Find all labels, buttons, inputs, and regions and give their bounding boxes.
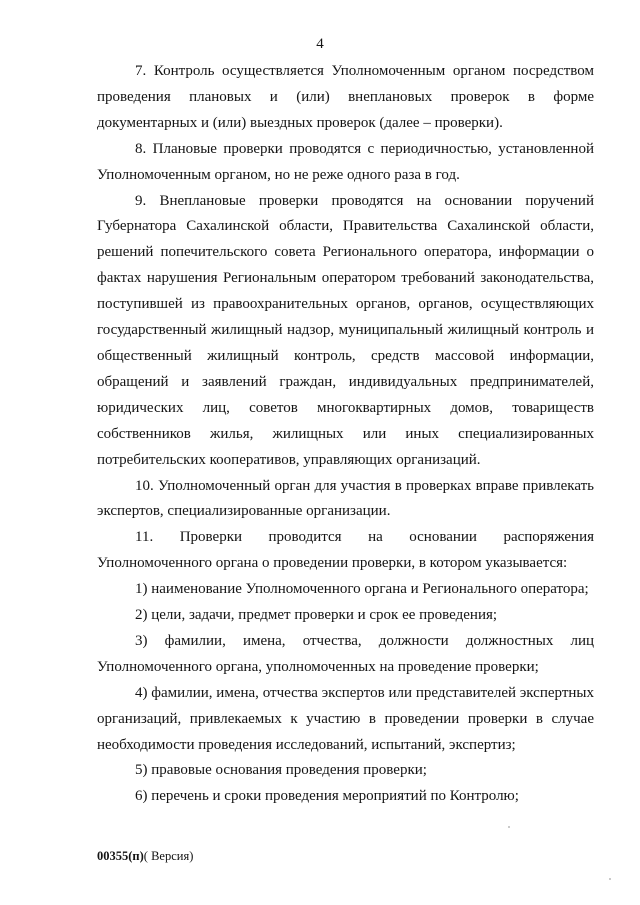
document-body <box>97 59 594 810</box>
document-code: 00355(п) <box>97 849 144 863</box>
scan-speck <box>508 826 510 828</box>
list-item-4: 4) фамилии, имена, отчества экспертов или представителей экспертных организаций, привлекаемых к участию в проведении проверки в случае необходимости проведения исследований, испытаний, экспертиз; <box>97 684 594 753</box>
paragraph-8: 8. Плановые проверки проводятся с периодичностью, установленной Уполномоченным органом, но не реже одного раза в год. <box>97 140 594 183</box>
scan-speck <box>609 878 611 880</box>
paragraph-11: 11. Проверки проводится на основании распоряжения Уполномоченного органа о проведении проверки, в котором указывается: <box>97 529 594 572</box>
list-item-2: 2) цели, задачи, предмет проверки и срок ее проведения; <box>135 607 498 624</box>
document-footer <box>97 849 193 864</box>
list-item-5: 5) правовые основания проведения проверки; <box>135 762 427 779</box>
paragraph-7: 7. Контроль осуществляется Уполномоченным органом посредством проведения плановых и (или) внеплановых проверок в форме документарных и (или) выездных проверок (далее – проверки). <box>97 63 594 131</box>
paragraph-10: 10. Уполномоченный орган для участия в проверках вправе привлекать экспертов, специализированные организации. <box>97 477 594 520</box>
page-number: 4 <box>316 36 324 52</box>
paragraph-9: 9. Внеплановые проверки проводятся на основании поручений Губернатора Сахалинской области, Правительства Сахалинской области, решений попечительского совета Регионального оператора, информации о фактах нарушения Региональным оператором требований законодательства, поступившей из правоохранительных органов, органов, осуществляющих государственный жилищный надзор, муниципальный жилищный контроль и общественный жилищный контроль, средств массовой информации, обращений и заявлений граждан, индивидуальных предпринимателей, юридических лиц, советов многоквартирных домов, товариществ собственников жилья, жилищных или иных специализированных потребительских кооперативов, управляющих организаций. <box>97 192 594 468</box>
list-item-1: 1) наименование Уполномоченного органа и Регионального оператора; <box>135 581 589 598</box>
document-version: ( Версия) <box>143 849 194 863</box>
list-item-6: 6) перечень и сроки проведения мероприятий по Контролю; <box>135 788 519 805</box>
list-item-3: 3) фамилии, имена, отчества, должности должностных лиц Уполномоченного органа, уполномоченных на проведение проверки; <box>97 632 594 675</box>
